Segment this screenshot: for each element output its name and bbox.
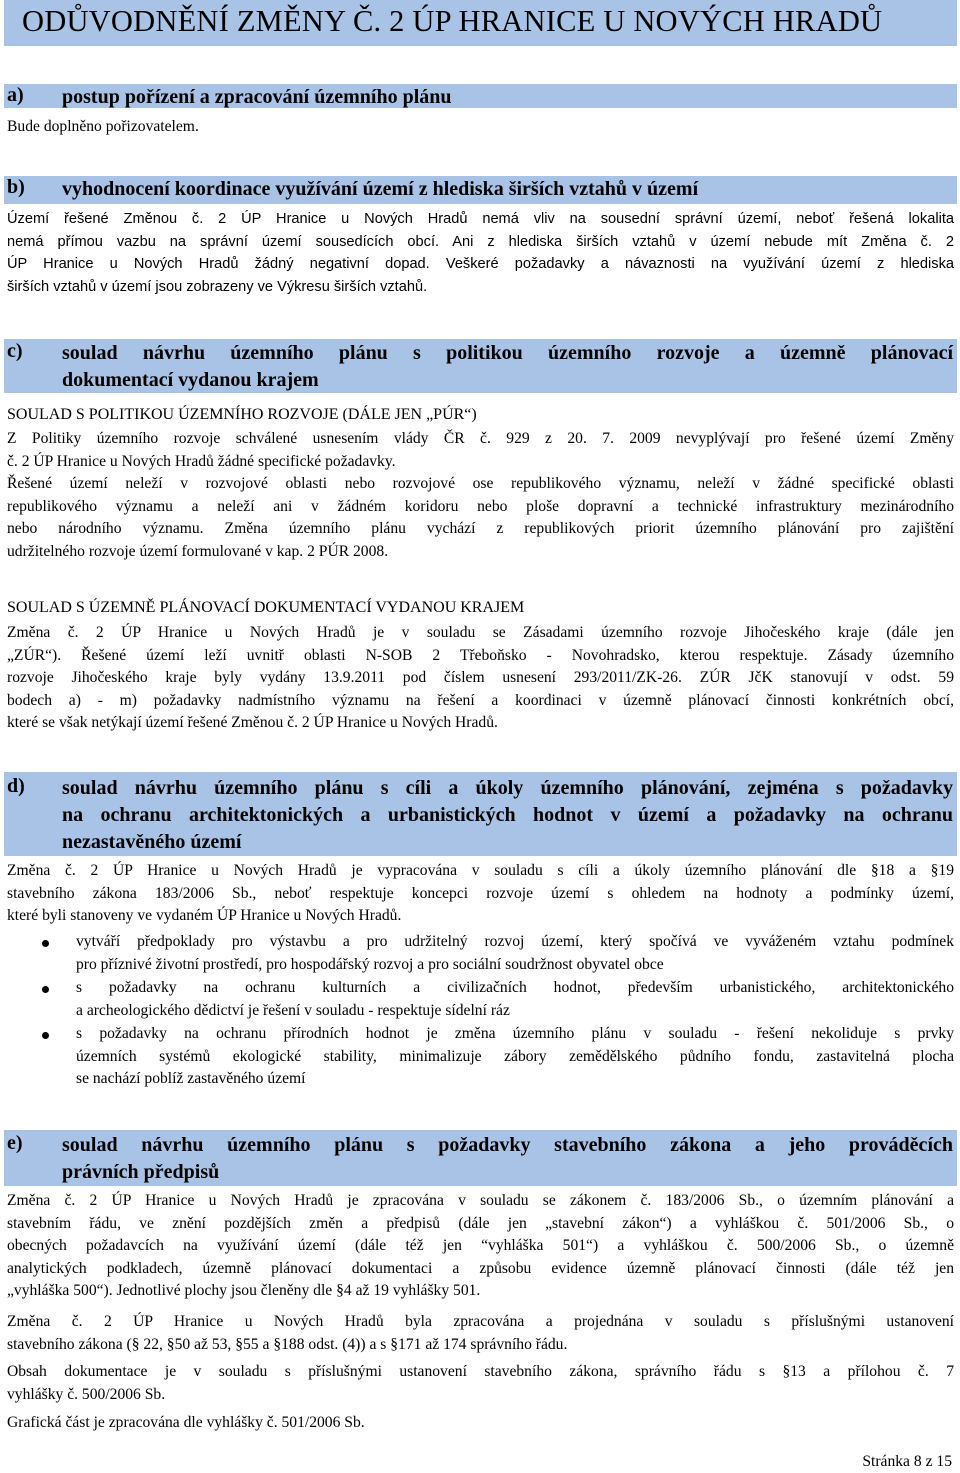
section-b-label: b) <box>7 176 25 198</box>
bullet-icon <box>39 937 51 949</box>
bullet-line: vytváří předpoklady pro výstavbu a pro udržitelný rozvoj území, který spočívá ve vyváženém vztahu podmínek <box>76 933 954 950</box>
section-e-title <box>62 1132 953 1186</box>
paragraph-line: „ZÚR“). Řešené území leží uvnitř oblasti N-SOB 2 Třeboňsko - Novohradsko, kterou respektuje. Zásady územního <box>7 646 954 664</box>
section-e-para2 <box>7 1311 954 1356</box>
paragraph-line: udržitelného rozvoje území formulované v kap. 2 PÚR 2008. <box>7 542 389 560</box>
section-c-para2 <box>7 473 954 563</box>
paragraph-line: nebo národního významu. Změna územního plánu vychází z republikových priorit územního plánování pro zajištění <box>7 520 954 538</box>
paragraph-line: Grafická část je zpracována dle vyhlášky č. 501/2006 Sb. <box>7 1414 365 1431</box>
section-a-title: postup pořízení a zpracování územního plánu <box>62 86 452 108</box>
paragraph-line: Změna č. 2 ÚP Hranice u Nových Hradů je vypracována v souladu s cíli a úkoly územního plánování dle §18 a §19 <box>7 862 954 879</box>
bullet-line: pro příznivé životní prostředí, pro hospodářský rozvoj a pro sociální soudržnost obyvatel obce <box>76 955 664 973</box>
section-c-title <box>62 340 953 394</box>
paragraph-line: rozvoje Jihočeského kraje byly vydány 13.9.2011 pod číslem usnesení 293/2011/ZK-26. ZÚR JčK stanovují v odst. 59 <box>7 669 954 687</box>
section-d-title <box>62 775 953 856</box>
paragraph-line: Změna č. 2 ÚP Hranice u Nových Hradů je zpracována v souladu se zákonem č. 183/2006 Sb., o územním plánování a <box>7 1192 954 1209</box>
section-c-label: c) <box>7 340 23 362</box>
heading-line: nezastavěného území <box>62 831 242 853</box>
paragraph-line: širších vztahů v území jsou zobrazeny ve Výkresu širších vztahů. <box>7 278 428 295</box>
section-a-body <box>7 116 954 139</box>
bullet-line: s požadavky na ochranu kulturních a civilizačních hodnot, především urbanistického, architektonického <box>76 979 954 996</box>
bullet-line: se nachází poblíž zastavěného území <box>76 1070 306 1088</box>
heading-line: soulad návrhu územního plánu s cíli a úkoly územního plánování, zejména s požadavky <box>62 777 953 799</box>
section-c-para3 <box>7 622 954 735</box>
section-e-para4 <box>7 1412 954 1435</box>
bullet-icon <box>39 983 51 995</box>
paragraph-line: „vyhláška 500“). Jednotlivé plochy jsou členěny dle §4 až 19 vyhlášky 501. <box>7 1282 481 1300</box>
section-e-para1 <box>7 1190 954 1303</box>
section-c-heading <box>4 339 957 393</box>
section-d-para <box>7 860 954 928</box>
page-number: Stránka 8 z 15 <box>862 1453 952 1470</box>
paragraph-line: stavebním řádu, ve znění pozdějších změn a předpisů (dále jen „stavební zákon“) a vyhláškou č. 501/2006 Sb., o <box>7 1214 954 1232</box>
paragraph-line: Řešené území neleží v rozvojové oblasti nebo rozvojové ose republikového významu, neleží v žádné specifické oblasti <box>7 475 954 492</box>
section-e-label: e) <box>7 1132 23 1154</box>
paragraph-line: Území řešené Změnou č. 2 ÚP Hranice u Nových Hradů nemá vliv na sousední správní území, neboť řešená lokalita <box>7 211 954 227</box>
section-e-heading <box>4 1130 957 1186</box>
paragraph-line: republikového významu a neleží ani v žádném koridoru nebo ploše dopravní a technické infrastruktury mezinárodního <box>7 497 954 515</box>
section-b-paragraph <box>7 208 954 298</box>
section-e-para3 <box>7 1361 954 1406</box>
paragraph-line: stavebního zákona 183/2006 Sb., neboť respektuje koncepci rozvoje území s ohledem na hodnoty a podmínky území, <box>7 884 954 902</box>
paragraph-line: stavebního zákona (§ 22, §50 až 53, §55 a §188 odst. (4)) a s §171 až 174 správního řádu. <box>7 1335 568 1353</box>
section-d-label: d) <box>7 775 25 797</box>
heading-line: soulad návrhu územního plánu s požadavky stavebního zákona a jeho prováděcích <box>62 1134 953 1156</box>
paragraph-line: Z Politiky územního rozvoje schválené usnesením vlády ČR č. 929 z 20. 7. 2009 nevyplývají pro řešené území Změny <box>7 430 954 447</box>
bullet-item <box>76 1023 954 1091</box>
paragraph-line: Změna č. 2 ÚP Hranice u Nových Hradů je v souladu se Zásadami územního rozvoje Jihočeského kraje (dále jen <box>7 624 954 641</box>
paragraph-line: vyhlášky č. 500/2006 Sb. <box>7 1385 166 1403</box>
section-b-heading <box>4 176 957 204</box>
paragraph-line: které se však netýkají území řešené Změnou č. 2 ÚP Hranice u Nových Hradů. <box>7 714 498 732</box>
paragraph-line: obecných požadavcích na využívání území (dále též jen “vyhláška 501“) a vyhláškou č. 500/2006 Sb., o územně <box>7 1237 954 1255</box>
paragraph-line: analytických podkladech, územně plánovací dokumentaci a způsobu evidence územně plánovací činnosti (dále též jen <box>7 1259 954 1277</box>
heading-line: právních předpisů <box>62 1161 220 1183</box>
paragraph-line: Obsah dokumentace je v souladu s příslušnými ustanovení stavebního zákona, správního řádu s §13 a přílohou č. 7 <box>7 1363 954 1380</box>
paragraph-line: ÚP Hranice u Nových Hradů žádný negativní dopad. Veškeré požadavky a návaznosti na využívání území z hlediska <box>7 256 954 273</box>
title-bar <box>4 0 957 46</box>
bullet-icon <box>39 1029 51 1041</box>
bullet-line: územních systémů ekologické stability, minimalizuje zábory zemědělského půdního fondu, zastavitelná plocha <box>76 1047 954 1065</box>
bullet-line: a archeologického dědictví je řešení v souladu - respektuje sídelní ráz <box>76 1001 510 1019</box>
section-c-sub2 <box>7 597 954 620</box>
bullet-item <box>76 977 954 1022</box>
heading-line: soulad návrhu územního plánu s politikou územního rozvoje a územně plánovací <box>62 342 953 364</box>
paragraph-line: bodech a) - m) požadavky nadmístního významu na řešení a koordinaci v územně plánovací činnosti konkrétních obcí, <box>7 691 954 709</box>
subheading: SOULAD S ÚZEMNĚ PLÁNOVACÍ DOKUMENTACÍ VYDANOU KRAJEM <box>7 599 525 616</box>
bullet-line: s požadavky na ochranu přírodních hodnot je změna územního plánu v souladu - řešení nekoliduje s prvky <box>76 1025 954 1042</box>
section-c-para1 <box>7 428 954 473</box>
subheading: SOULAD S POLITIKOU ÚZEMNÍHO ROZVOJE (DÁLE JEN „PÚR“) <box>7 406 477 423</box>
bullet-item <box>76 931 954 976</box>
paragraph-line: č. 2 ÚP Hranice u Nových Hradů žádné specifické požadavky. <box>7 452 396 470</box>
heading-line: na ochranu architektonických a urbanistických hodnot v území a požadavky na ochranu <box>62 804 953 826</box>
paragraph-line: Změna č. 2 ÚP Hranice u Nových Hradů byla zpracována a projednána v souladu s příslušnými ustanovení <box>7 1313 954 1330</box>
section-a-label: a) <box>7 84 24 106</box>
paragraph-line: nemá přímou vazbu na správní území sousedících obcí. Ani z hlediska širších vztahů v území nebude mít Změna č. 2 <box>7 233 954 250</box>
section-a-heading <box>4 84 957 108</box>
heading-line: dokumentací vydanou krajem <box>62 369 319 391</box>
section-b-title: vyhodnocení koordinace využívání území z hlediska širších vztahů v území <box>62 178 699 200</box>
document-title: ODŮVODNĚNÍ ZMĚNY Č. 2 ÚP HRANICE U NOVÝCH HRADŮ <box>22 4 883 38</box>
section-a-text: Bude doplněno pořizovatelem. <box>7 118 199 135</box>
paragraph-line: které byli stanoveny ve vydaném ÚP Hranice u Nových Hradů. <box>7 907 402 925</box>
section-c-sub1 <box>7 404 954 427</box>
section-d-heading <box>4 772 957 856</box>
